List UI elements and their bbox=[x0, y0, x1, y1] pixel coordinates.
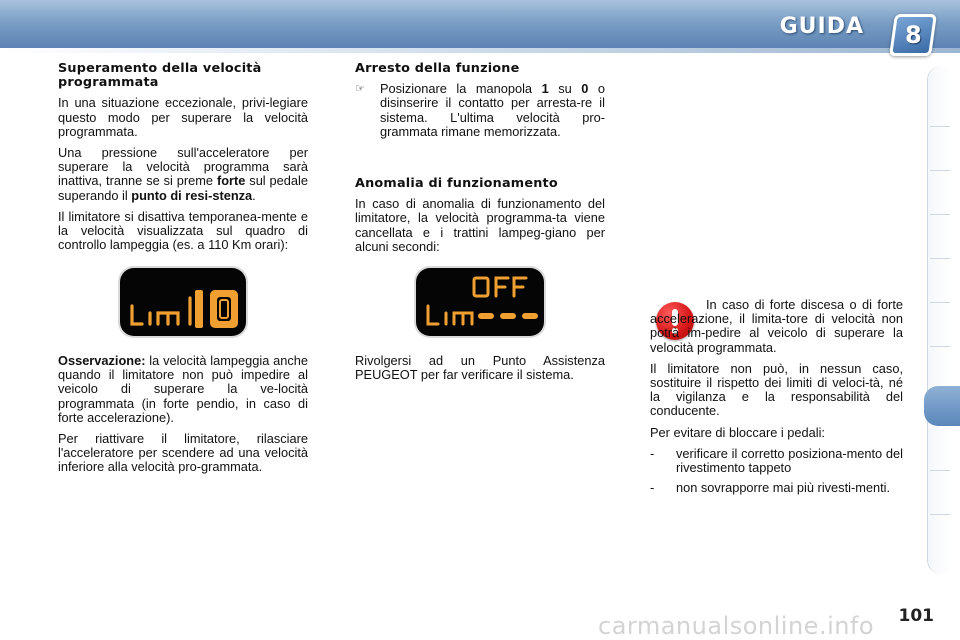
segment-L bbox=[132, 306, 142, 324]
middle-column bbox=[355, 62, 605, 146]
segment-display bbox=[120, 268, 246, 336]
paragraph: Una pressione sull'acceleratore per superare la velocità programma sarà inattiva, tranne se si preme forte sul pedale superando il punto di resi-stenza. bbox=[58, 145, 308, 203]
dash-segment bbox=[522, 313, 538, 319]
digit-1-block bbox=[195, 290, 203, 328]
chapter-tab-rail bbox=[927, 66, 950, 574]
speed-limiter-display-off bbox=[416, 268, 544, 336]
left-column bbox=[58, 62, 308, 259]
paragraph: Per evitare di bloccare i pedali: bbox=[650, 424, 825, 440]
segment-O bbox=[474, 278, 488, 296]
left-column-lower bbox=[58, 354, 308, 482]
pointing-hand-icon: ☞ bbox=[355, 83, 365, 96]
page-number: 101 bbox=[898, 606, 934, 626]
tab-divider bbox=[930, 302, 950, 303]
chapter-badge bbox=[889, 14, 937, 56]
right-column bbox=[650, 298, 903, 501]
middle-column-lower bbox=[355, 354, 605, 389]
paragraph: Rivolgersi ad un Punto Assistenza PEUGEOT per far verificare il sistema. bbox=[355, 353, 605, 383]
active-chapter-tab[interactable] bbox=[924, 386, 960, 426]
tab-divider bbox=[930, 470, 950, 471]
header-stripe bbox=[0, 48, 960, 53]
heading-stop-function: Arresto della funzione bbox=[355, 61, 520, 76]
tab-divider bbox=[930, 514, 950, 515]
paragraph: In caso di anomalia di funzionamento del limitatore, la velocità programma-ta viene cancellata e i trattini lampeg-giano per alcuni secondi: bbox=[355, 196, 605, 254]
tab-divider bbox=[930, 258, 950, 259]
paragraph: In una situazione eccezionale, privi-legiare questo modo per superare la velocità programmata. bbox=[58, 95, 308, 139]
section-title: GUIDA bbox=[779, 14, 864, 39]
instruction-bullet: ☞ Posizionare la manopola 1 su 0 o disinserire il contatto per arresta-re il sistema. L'ultima velocità pro-grammata rimane memorizzata. bbox=[355, 81, 605, 139]
paragraph: Il limitatore non può, in nessun caso, sostituire il rispetto dei limiti di veloci-tà, né la vigilanza e la responsabilità del conducente. bbox=[650, 360, 903, 419]
tab-divider bbox=[930, 126, 950, 127]
dash-segment bbox=[478, 313, 494, 319]
segment-m bbox=[454, 313, 472, 324]
segment-F bbox=[514, 278, 526, 296]
observation-paragraph: Osservazione: la velocità lampeggia anche quando il limitatore non può impedire al veicolo di superare la ve-locità programmata (in forte pendio, in caso di forte accelerazione). bbox=[58, 353, 308, 425]
chapter-number: 8 bbox=[904, 21, 922, 49]
tab-divider bbox=[930, 346, 950, 347]
list-item: - non sovrapporre mai più rivesti-menti. bbox=[650, 480, 891, 496]
observation-label: Osservazione: bbox=[58, 353, 146, 368]
segment-m bbox=[158, 313, 178, 324]
segment-display bbox=[416, 268, 544, 336]
warning-paragraph: In caso di forte discesa o di forte accelerazione, il limita-tore di velocità non potrà im-pedire al veicolo di superare la velocità programmata. bbox=[650, 297, 903, 355]
list-item: - verificare il corretto posiziona-mento del rivestimento tappeto bbox=[650, 445, 903, 476]
tab-divider bbox=[930, 214, 950, 215]
watermark: carmanualsonline.info bbox=[598, 612, 875, 640]
segment-L bbox=[428, 306, 438, 324]
tab-divider bbox=[930, 170, 950, 171]
speed-limiter-display-110 bbox=[120, 268, 246, 336]
paragraph: Per riattivare il limitatore, rilasciare l'acceleratore per scendere ad una velocità inferiore alla velocità pro-grammata. bbox=[58, 431, 308, 475]
heading-malfunction: Anomalia di funzionamento bbox=[355, 176, 558, 191]
paragraph: Il limitatore si disattiva temporanea-mente e la velocità visualizzata sul quadro di controllo lampeggia (es. a 110 Km orari): bbox=[58, 208, 308, 253]
dash-segment bbox=[500, 313, 516, 319]
segment-F bbox=[496, 278, 508, 296]
middle-column-anomaly bbox=[355, 177, 605, 261]
heading-overspeed: Superamento della velocità programmata bbox=[58, 61, 262, 91]
